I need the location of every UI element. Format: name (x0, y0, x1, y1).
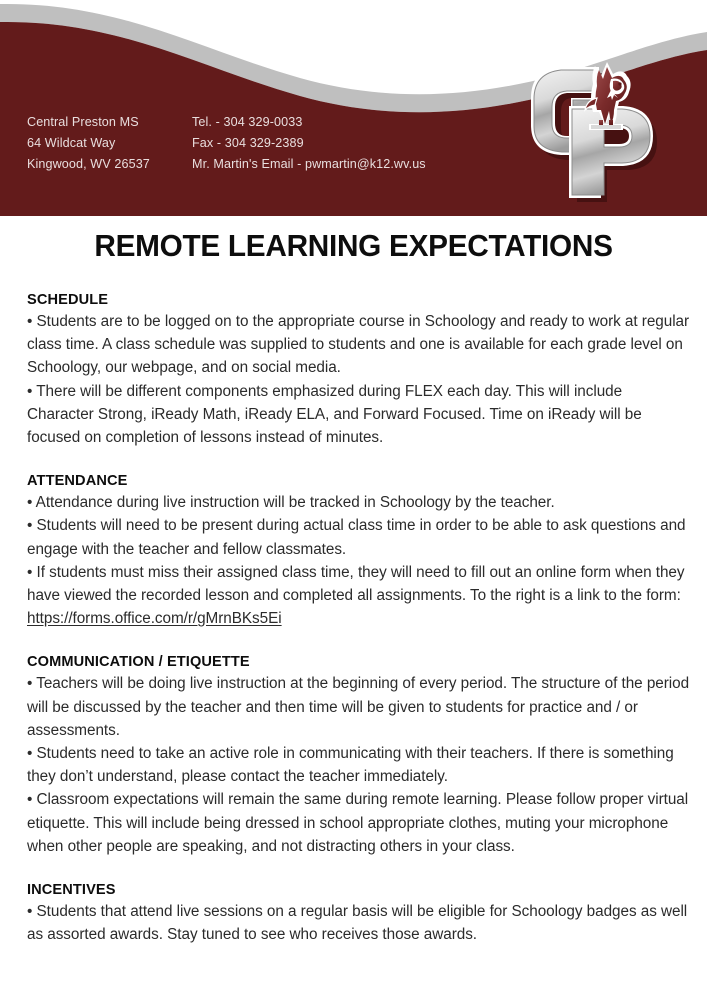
section-spacer (0, 630, 707, 652)
section-heading-communication: COMMUNICATION / ETIQUETTE (27, 654, 250, 671)
bullet-item: • There will be different components emphasized during FLEX each day. This will include Character Strong, iReady Math, iReady ELA, and Forward Focused. Time on iReady will be focused on completion of lessons instead of minutes. (27, 382, 642, 447)
bullet-item: • Students need to take an active role in communicating with their teachers. If there is something they don’t understand, please contact the teacher immediately. (27, 745, 674, 786)
bullet-item-with-link (27, 561, 691, 631)
document-body (0, 216, 707, 946)
section-heading-attendance: ATTENDANCE (27, 473, 128, 490)
bullet-item: • Attendance during live instruction will be tracked in Schoology by the teacher. (27, 494, 555, 512)
address-line-2: 64 Wildcat Way (27, 136, 116, 150)
letterhead-header (0, 0, 707, 216)
bullet-text: • If students must miss their assigned class time, they will need to fill out an online form when they have viewed the recorded lesson and completed all assignments. To the right is a link to the form: (27, 563, 685, 605)
cp-wildcat-logo-icon (519, 46, 663, 206)
email-line: Mr. Martin's Email - pwmartin@k12.wv.us (192, 157, 426, 171)
school-address (27, 112, 192, 175)
address-line-1: Central Preston MS (27, 115, 139, 129)
section-heading-incentives: INCENTIVES (27, 882, 116, 899)
fax-line: Fax - 304 329-2389 (192, 136, 304, 150)
bullet-item: • Teachers will be doing live instruction at the beginning of every period. The structure of the period will be discussed by the teacher and then time will be given to students for practice and / or assessments. (27, 675, 690, 739)
section-spacer (0, 858, 707, 880)
section-schedule (0, 290, 707, 449)
bullet-item: • Students that attend live sessions on a regular basis will be eligible for Schoology badges as well as assorted awards. Stay tuned to see who receives those awards. (27, 903, 688, 944)
section-attendance (0, 471, 707, 630)
attendance-form-link[interactable]: https://forms.office.com/r/gMrnBKs5Ei (27, 610, 282, 628)
phone-line: Tel. - 304 329-0033 (192, 115, 303, 129)
bullet-item: • Students will need to be present during actual class time in order to be able to ask questions and engage with the teacher and fellow classmates. (27, 517, 686, 558)
bullet-item: • Students are to be logged on to the appropriate course in Schoology and ready to work at regular class time. A class schedule was supplied to students and one is available for each grade level on Schoology, our webpage, and on social media. (27, 313, 690, 377)
section-heading-schedule: SCHEDULE (27, 292, 109, 308)
bullet-item: • Classroom expectations will remain the same during remote learning. Please follow proper virtual etiquette. This will include being dressed in school appropriate clothes, muting your microphone when other people are speaking, and not distracting others in your class. (27, 791, 689, 855)
section-incentives (0, 880, 707, 946)
address-line-3: Kingwood, WV 26537 (27, 157, 150, 171)
page-title: REMOTE LEARNING EXPECTATIONS (94, 228, 613, 263)
section-spacer (0, 449, 707, 471)
section-communication-etiquette (0, 652, 707, 858)
